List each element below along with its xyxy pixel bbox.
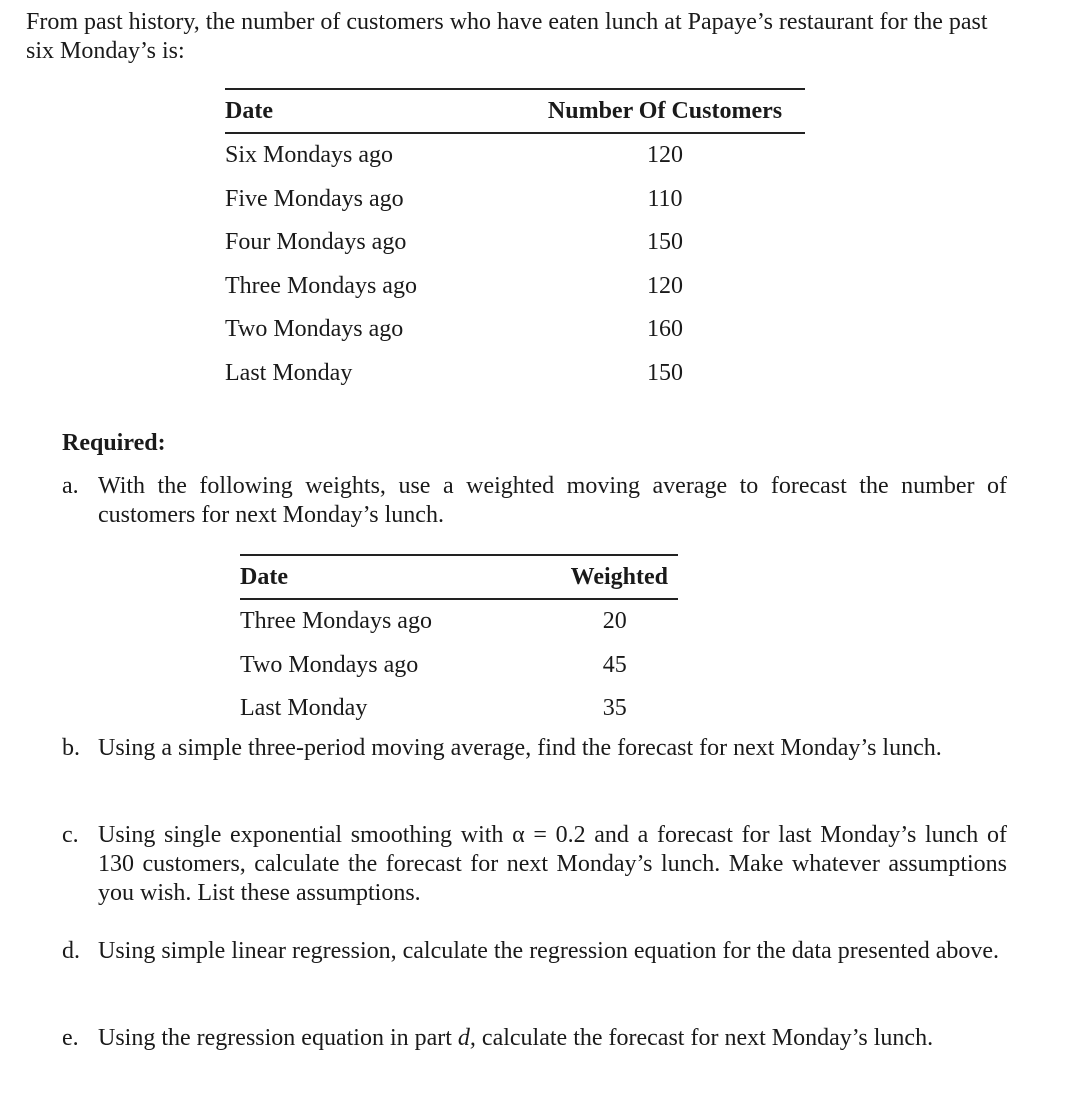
weight-cell: 45	[602, 651, 627, 678]
date-cell: Four Mondays ago	[225, 229, 407, 256]
question-text: Using single exponential smoothing with α = 0.2 and a forecast for last Monday’s lunch of 130 customers, calculate the forecast for next Monday’s lunch. Make whatever assumptions you wish. List these assumptions.	[98, 822, 1007, 906]
question-letter: a.	[62, 473, 79, 499]
question-letter: d.	[62, 938, 80, 964]
date-cell: Five Mondays ago	[225, 185, 404, 212]
weight-cell: 35	[602, 695, 627, 722]
date-cell: Three Mondays ago	[225, 272, 417, 299]
weights-table	[240, 554, 678, 731]
customers-table	[225, 88, 805, 395]
question-text-part: Using the regression equation in part	[98, 1025, 458, 1051]
table-row	[225, 178, 805, 222]
table-row	[240, 644, 678, 688]
date-column-header: Date	[225, 97, 273, 124]
customers-cell: 110	[647, 185, 683, 212]
date-column-header: Date	[240, 563, 288, 590]
table-row	[240, 687, 678, 731]
question-c	[62, 821, 1007, 908]
part-reference: d,	[457, 1025, 476, 1051]
question-text	[98, 1024, 1007, 1053]
intro-paragraph: From past history, the number of customers who have eaten lunch at Papaye’s restaurant for the past six Monday’s is:	[26, 9, 988, 64]
question-d	[62, 937, 1007, 966]
question-text: Using a simple three-period moving average, find the forecast for next Monday’s lunch.	[98, 735, 942, 761]
table-row	[240, 599, 678, 644]
table-row	[225, 265, 805, 309]
question-letter: b.	[62, 735, 80, 761]
customers-cell: 160	[647, 316, 683, 343]
customers-cell: 150	[647, 229, 683, 256]
date-cell: Last Monday	[225, 359, 353, 386]
customers-cell: 120	[647, 272, 683, 299]
table-row	[225, 133, 805, 178]
question-letter: c.	[62, 822, 79, 848]
table-header-row	[225, 89, 805, 133]
date-cell: Six Mondays ago	[225, 142, 393, 169]
table-row	[225, 352, 805, 396]
table-row	[225, 308, 805, 352]
date-cell: Three Mondays ago	[240, 608, 432, 635]
question-text-part: calculate the forecast for next Monday’s lunch.	[475, 1025, 934, 1051]
date-cell: Last Monday	[240, 695, 368, 722]
date-cell: Two Mondays ago	[225, 316, 404, 343]
question-text: Using simple linear regression, calculate the regression equation for the data presented above.	[98, 938, 1000, 964]
table-row	[225, 221, 805, 265]
required-heading: Required:	[62, 430, 166, 456]
customers-cell: 150	[647, 359, 683, 386]
customers-column-header: Number Of Customers	[547, 97, 783, 124]
date-cell: Two Mondays ago	[240, 651, 419, 678]
question-a	[62, 472, 1007, 530]
question-e	[62, 1024, 1007, 1053]
weighted-column-header: Weighted	[570, 563, 668, 590]
question-letter: e.	[62, 1025, 79, 1051]
table-header-row	[240, 555, 678, 599]
question-text: With the following weights, use a weighted moving average to forecast the number of customers for next Monday’s lunch.	[98, 473, 1007, 528]
question-b	[62, 734, 1007, 763]
weight-cell: 20	[602, 608, 627, 635]
customers-cell: 120	[647, 142, 683, 169]
